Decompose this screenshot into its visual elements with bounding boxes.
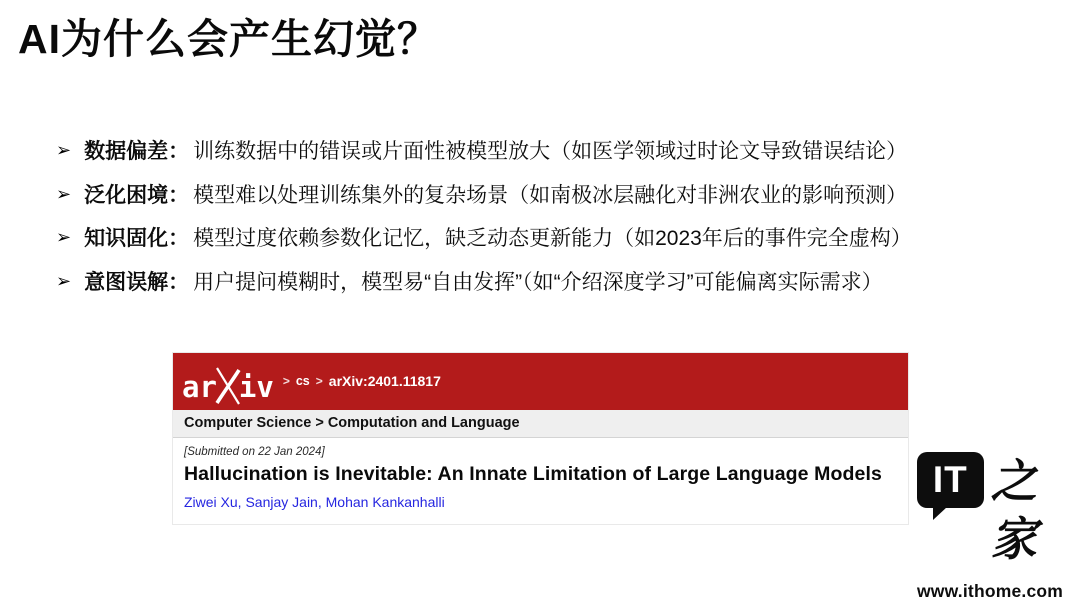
bullet-label: 知识固化： <box>84 227 190 250</box>
arxiv-page-screenshot <box>172 352 909 525</box>
bullet-label: 数据偏差： <box>84 140 190 163</box>
arxiv-paper-title: Hallucination is Inevitable: An Innate Limitation of Large Language Models <box>184 463 882 485</box>
arxiv-chi-icon <box>214 366 242 406</box>
breadcrumb-separator: > <box>282 373 290 388</box>
breadcrumb-paper-id[interactable]: arXiv:2401.11817 <box>328 372 441 389</box>
arxiv-logo-iv: iv <box>238 369 274 404</box>
bullet-text: 模型难以处理训练集外的复杂场景（如南极冰层融化对非洲农业的影响预测） <box>193 183 908 207</box>
bullet-text: 用户提问模糊时，模型易“自由发挥”（如“介绍深度学习”可能偏离实际需求） <box>193 270 883 294</box>
breadcrumb-separator: > <box>315 373 323 388</box>
arrow-bullet-icon: ➢ <box>56 227 72 247</box>
arrow-bullet-icon: ➢ <box>56 270 72 291</box>
ithome-url: www.ithome.com <box>917 581 1064 601</box>
arrow-bullet-icon: ➢ <box>56 183 72 204</box>
bullet-list <box>56 139 1056 313</box>
arrow-bullet-icon: ➢ <box>56 140 72 160</box>
ithome-zhijia-text: 之家 <box>990 454 1037 566</box>
bullet-item-intent-misunderstanding <box>56 270 1056 296</box>
arxiv-submitted-date: [Submitted on 22 Jan 2024] <box>184 446 325 458</box>
ithome-it-bubble-icon <box>917 452 984 508</box>
breadcrumb <box>283 373 441 391</box>
arxiv-authors-links[interactable]: Ziwei Xu, Sanjay Jain, Mohan Kankanhalli <box>184 494 445 510</box>
ithome-logo <box>917 452 1077 568</box>
bullet-item-knowledge-fixation <box>56 226 1056 252</box>
bullet-label: 泛化困境： <box>84 183 190 207</box>
ithome-watermark <box>917 452 1077 602</box>
breadcrumb-link-cs[interactable]: cs <box>295 373 310 388</box>
bullet-text: 训练数据中的错误或片面性被模型放大（如医学领域过时论文导致错误结论） <box>193 140 908 163</box>
arxiv-logo[interactable] <box>182 362 274 402</box>
speech-bubble-tail-icon <box>933 507 947 520</box>
ithome-it-text: IT <box>932 459 968 500</box>
page-title: AI为什么会产生幻觉？ <box>18 16 439 62</box>
bullet-item-generalization <box>56 183 1056 209</box>
bullet-label: 意图误解： <box>84 270 190 294</box>
arxiv-subject-bar: Computer Science > Computation and Language <box>173 410 908 438</box>
arxiv-header-banner <box>173 353 908 410</box>
bullet-text: 模型过度依赖参数化记忆，缺乏动态更新能力（如2023年后的事件完全虚构） <box>193 227 912 250</box>
bullet-item-data-bias <box>56 139 1056 165</box>
arxiv-logo-ar: ar <box>182 369 217 404</box>
